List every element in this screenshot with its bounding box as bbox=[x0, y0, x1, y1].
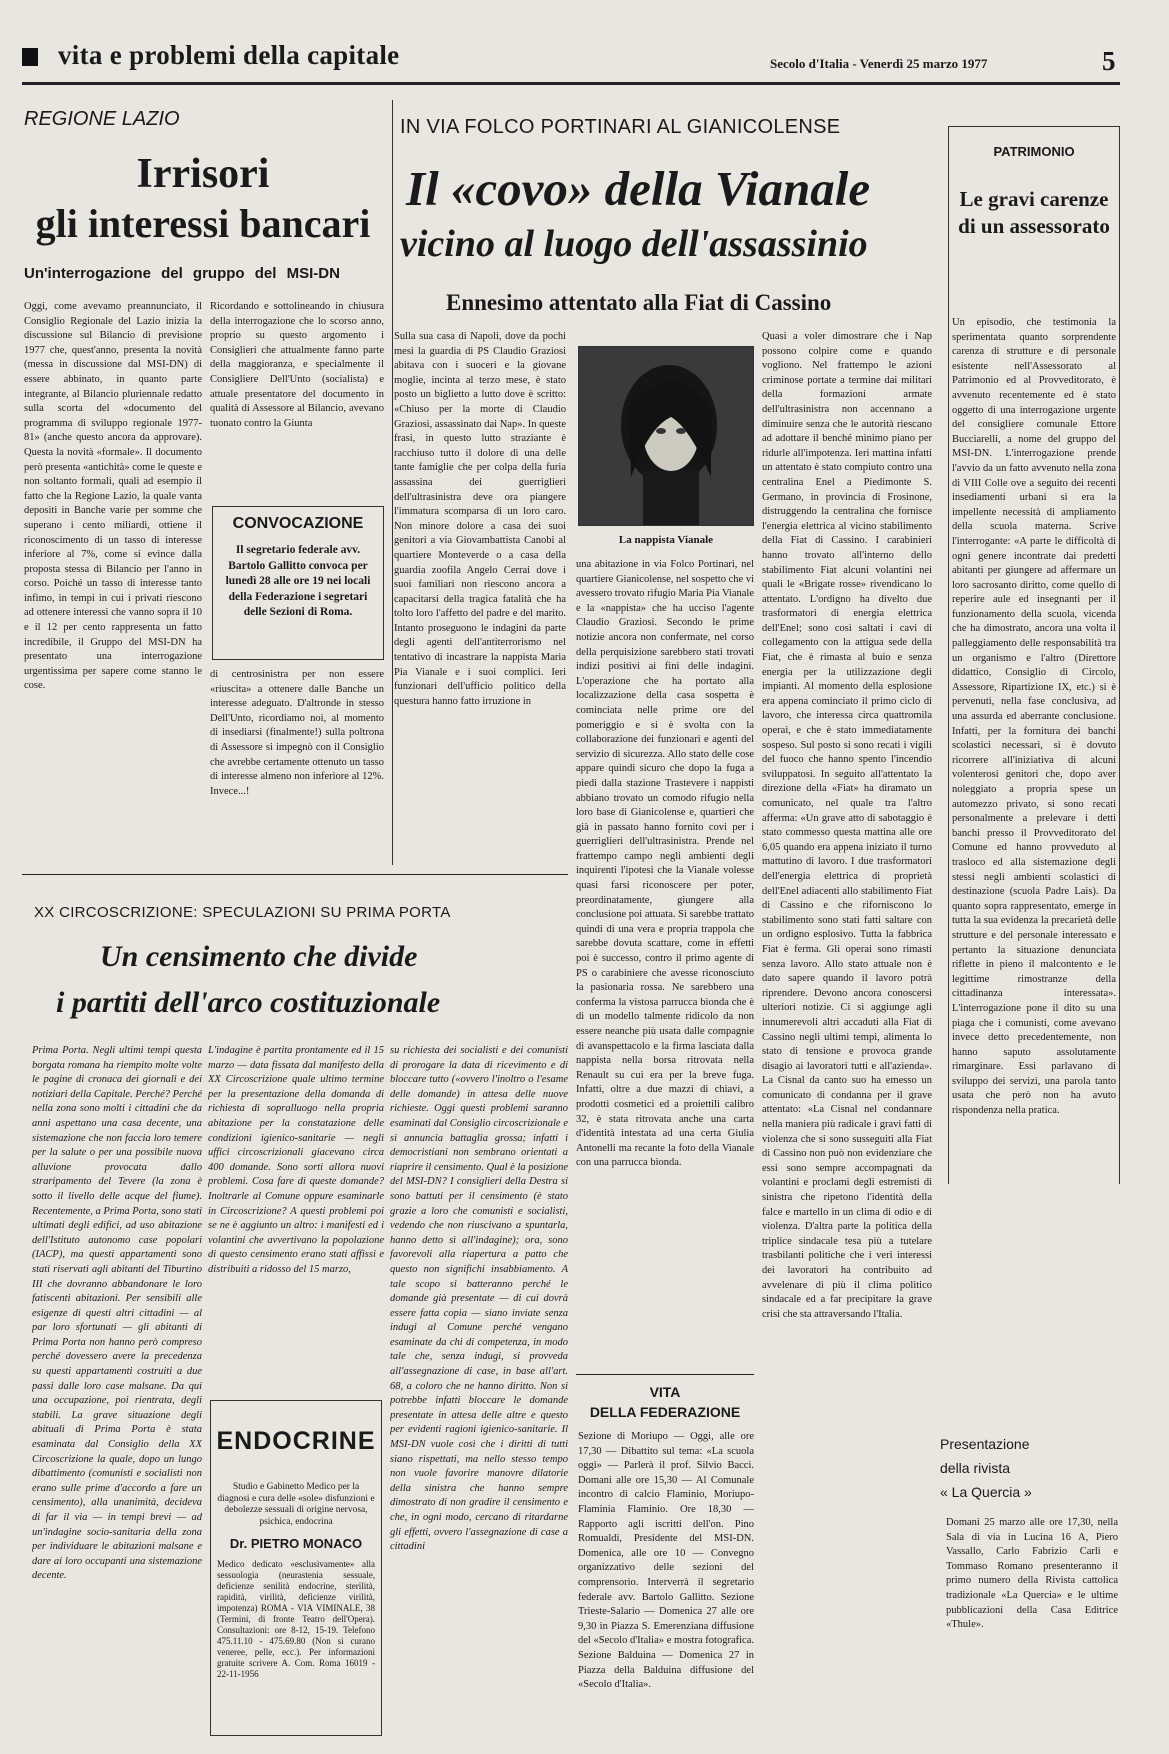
presentazione-title-1: Presentazione bbox=[940, 1436, 1030, 1452]
article-body-col1: Oggi, come avevamo preannunciato, il Consiglio Regionale del Lazio inizia la discussione sul Bilancio di previsione 1977 che, quest'anno, presenta la novità (messa in discussione dal MSI-DN) di essere abbinato, in quanto parte integrante, al Bilancio pluriennale redatto sulla scorta del «documento del programma di sviluppo regionale 1977-81» (anche questo ancora da approvare). Questa la novità «formale». Il documento però presenta «antichità» come le queste e non soltanto formali, quali ad esempio il fatto che la Regione Lazio, la quale vanta depositi in Banche varie per somme che superano i cento miliardi, ottiene il riconoscimento di un tasso di interesse inferiore al 7%, come si evince dalla proposta stessa di Bilancio per l'anno in corso. Poiché un tasso di interesse tanto infimo, in tempi in cui i privati riescono ad ottenere interessi che vanno sopra il 10 e il 12 per cento rappresenta un fatto incredibile, il Gruppo del MSI-DN ha presentato una interrogazione urgentissima per sapere come stanno le cose. bbox=[24, 301, 202, 692]
federazione-body: Sezione di Moriupo — Oggi, alle ore 17,30 — Dibattito sul tema: «La scuola oggi» — Parlerà il prof. Silvio Bacci. Domani alle ore 15,30 — Al Comunale incontro di calcio Flaminio, Moriupo-Flaminia Flaminio. Ore 18,30 — Rapporto agli iscritti dell'on. Pino Romualdi, Presidente del MSI-DN. Domenica, alle ore 10 — Convegno organizzativo delle sezioni del comprensorio. Interverrà il segretario federale avv. Bartolo Gallitto. Sezione Trieste-Salario — Domenica 27 alle ore 9,30 in Piazza S. Emerenziana diffusione del «Secolo d'Italia» e mostra fotografica. Sezione Balduina — Domenica 27 in Piazza della Balduina diffusione del «Secolo d'Italia». bbox=[578, 1431, 754, 1691]
page-number: 5 bbox=[1102, 46, 1116, 76]
article-subtitle: Un'interrogazione del gruppo del MSI-DN bbox=[24, 265, 340, 282]
covo-deck: Ennesimo attentato alla Fiat di Cassino bbox=[446, 290, 832, 315]
dateline: Secolo d'Italia - Venerdì 25 marzo 1977 bbox=[770, 56, 988, 71]
censimento-kicker: XX CIRCOSCRIZIONE: SPECULAZIONI SU PRIMA PORTA bbox=[34, 904, 451, 921]
article-title-line2: gli interessi bancari bbox=[35, 201, 371, 246]
censimento-rule bbox=[22, 874, 568, 875]
covo-body-col1: Sulla sua casa di Napoli, dove da pochi mesi la guardia di PS Claudio Graziosi abitava con i suoceri e la giovane moglie, incinta al terzo mese, è stato posto un biglietto a lutto dove è scritto: «Chiuso per la morte di Claudio Graziosi, assassinato dai Nap». In queste frasi, in questo lutto straziante è racchiuso tutto il dolore di una delle tante famiglie che per colpa della furia assassina dei guerriglieri dell'ultrasinistra deve ora piangere l'immatura scomparsa di un loro caro. Non minore dolore a casa dei suoi genitori a via Giovambattista Canobi al quartiere Monteverde o a casa della guardia zoofila Angelo Cerrai dove i suoi familiari non riescono ancora a capacitarsi della tragica fatalità che ha tolto loro l'affetto del padre e del marito. Intanto proseguono le indagini da parte degli agenti dell'antiterrorismo nel tentativo di incastrare la nappista Maria Pia Vianale e i suoi complici. Ieri funzionari dell'ufficio politico della questura hanno fatto irruzione in bbox=[394, 331, 566, 707]
masthead-icon bbox=[22, 48, 38, 66]
presentazione-title-2: della rivista bbox=[940, 1460, 1011, 1476]
covo-title: Il «covo» della Vianale bbox=[406, 161, 871, 216]
article-body-col2a: Ricordando e sottolineando in chiusura della interrogazione che lo scorso anno, proprio su questo argomento i Consiglieri che attualmente fanno parte della maggioranza, e specialmente il Consigliere Dell'Unto (socialista) e attuale presentatore del documento in qualità di Assessore al Bilancio, avevano tuonato contro la Giunta bbox=[210, 301, 384, 429]
section-header: vita e problemi della capitale bbox=[58, 40, 400, 70]
convocazione-text: Il segretario federale avv. Bartolo Gallitto convoca per lunedì 28 alle ore 19 nei locali della Federazione i segretari delle Sezioni di Roma. bbox=[225, 544, 371, 618]
convocazione-title: CONVOCAZIONE bbox=[232, 515, 364, 532]
presentazione-title-3: « La Quercia » bbox=[940, 1484, 1032, 1500]
article-body-col2b: di centrosinistra per non essere «riuscita» a ottenere dalle Banche un interesse adeguato. D'altronde in stesso Dell'Unto, ricordiamo noi, al momento di insediarsi (finalmente!) sulla poltrona di Assessore si impegnò con il Consiglio che avrebbe certamente ottenuto un tasso di interesse almeno non inferiore al 12%. Invece...! bbox=[210, 669, 384, 797]
column-rule bbox=[392, 100, 393, 865]
ad-endocrine bbox=[210, 1400, 382, 1736]
covo-kicker: IN VIA FOLCO PORTINARI AL GIANICOLENSE bbox=[400, 116, 841, 138]
federazione-title-1: VITA bbox=[649, 1384, 681, 1400]
convocazione-box bbox=[212, 506, 384, 660]
covo-body-col2: una abitazione in via Folco Portinari, nel quartiere Gianicolense, nel sospetto che vi avessero trovato rifugio Maria Pia Vianale e la «nappista» che ha ucciso l'agente Claudio Graziosi. Secondo le prime notizie ancora non confermate, nel corso della perquisizione sarebbero stati trovati indizi positivi ai fini delle indagini. L'operazione che ha portato alla localizzazione della casa sospetta è cominciata nelle prime ore del pomeriggio e si è svolta con la collaborazione dei funzionari e agenti del servizio di sicurezza. Allo stato delle cose appare quindi sicuro che dopo la fuga a piedi dalla stazione Trastevere i nappisti abbiano trovato un comodo rifugio nella loro base di Gianicolense e, quartieri che già in passato hanno fornito covi per i guerriglieri dell'ultrasinistra. Prende nel frattempo campo negli ambienti degli inquirenti l'ipotesi che la Vianale volesse quasi farsi riconoscere per poter, preordinatamente, giungere alla conclusione poi attuata. Si sarebbe trattato quindi di una vera e propria trappola che sarebbe dovuta scattare, come in effetti poi è successo, contro il primo agente di PS o carabiniere che avesse riconosciuto la pasionaria rossa. Ne sarebbero una conferma la vistosa parrucca bionda che è di un modello talmente ridicolo da non essere neanche più usata dalle compagnie di avanspettacolo e la firma lasciata dalla nappista nella borsa ritrovata nella Renault su cui era per la breve fuga. Infatti, oltre a due mazzi di chiavi, a prodotti cosmetici ed a proiettili calibro 32, è stata ritrovata anche una carta d'identità intestata ad una certa Giulia Antonelli ma recante la foto della Vianale con una parrucca bionda. bbox=[576, 559, 754, 1169]
censimento-title-2: i partiti dell'arco costituzionale bbox=[56, 986, 441, 1019]
censimento-body-col1: Prima Porta. Negli ultimi tempi questa borgata romana ha riempito molte volte le pagine di cronaca dei giornali e dei notiziari della Capitale. Perché? Perché nella zona sono molti i cittadini che da anni aspettano una casa decente, una sistemazione che non faccia loro temere per la salute o per una possibile nuova alluvione provocata dallo straripamento del Tevere (la zona è sotto il livello delle acque del fiume). Recentemente, a Prima Porta, sono stati ultimati degli edifici, ad uso abitazione dell'Istituto autonomo case popolari (IACP), ma questi appartamenti sono stati riservati agli abitanti del Tiburtino III che dovranno abbandonare le loro fatiscenti abitazioni. Per sensibili alle esigenze di questi altri cittadini — al par loro sfortunati — gli abitanti di Prima Porta non hanno però compreso perché dovessero avere la precedenza su questi appartamenti costruiti a due passi dalle loro case malsane. Da qui una occupazione, poi rientrata, degli stabili. La grave situazione degli abituali di Prima Porta è stata esaminata dal Consiglio della XX Circoscrizione la quale, dopo un lungo dibattimento (comunisti e socialisti non erano sulle prime d'accordo a fare un censimento), alla unanimità, decideva di far il via — in tempi brevi — ad un'indagine socio-sanitaria della zona per individuare le abitazioni malsane e dare ai loro occupanti una sistemazione decente. bbox=[32, 1045, 202, 1582]
photo-vianale bbox=[578, 346, 754, 526]
sidebar-body: Un episodio, che testimonia la sperimentata quanto sorprendente carenza di strutture e di personale esistente nell'Assessorato al Patrimonio ed al Provveditorato, è avvenuto recentemente ed è stato oggetto di una interrogazione urgente del consigliere comunale Ettore Bucciarelli, a nome del gruppo del MSI-DN. L'interrogazione prende l'avvio da un fatto avvenuto nella zona di VIII Colle ove a seguito dei recenti insediamenti urbani si era la impellente necessità di ampliamento della scuola materna. Scrive l'interrogante: «A parte le difficoltà di ogni genere incontrate dai predetti abitanti per giungere ad affermare un loro sacrosanto diritto, come quello di reperire aule ed insegnanti per il funzionamento della scuola, vicenda che ha dimostrato, ancora una volta il palleggiamento delle responsabilità tra un organismo e l'altro (Direttore didattico, Consiglio di Circolo, Assessore, Ripartizione IX, etc.) si è pervenuti, nella fase conclusiva, ad una assurda ed aberrante conclusione. Infatti, per la fornitura dei banchi scolastici necessari, si è dovuto ricorrere all'iniziativa di alcuni volenterosi genitori che, dopo aver noleggiato a propria spese un automezzo privato, si sono recati personalmente a prelevare i detti banchi presso il Provveditorato del Comune ed hanno provveduto al trasloco ed alla sistemazione degli stessi negli ambienti scolastici di destinazione (scuola Padre Lais). Da quanto sopra rappresentato, emerge in tutta la sua evidenza la precarietà delle strutture e del personale interessato e pertanto la situazione denunciata riflette in pieno il malcontento e le legittime rimostranze della cittadinanza interessata». L'interrogazione pone il dito su una piaga che i comunisti, come avevano invece detto precedentemente, non hanno saputo assolutamente rimarginare. Essi parlavano di sviluppo dei servizi, una parola tanto usata che però non ha avuto rispondenza nella pratica. bbox=[952, 317, 1116, 1117]
sidebar-title: Le gravi carenze di un assessorato bbox=[958, 187, 1110, 238]
portrait-image-icon bbox=[579, 347, 754, 526]
header-rule bbox=[22, 82, 1120, 85]
presentazione-body: Domani 25 marzo alle ore 17,30, nella Sala di via in Lucina 16 A, Piero Vassallo, Carlo Fabrizio Carli e Tommaso Romano presenteranno il primo numero della Rivista cattolica tradizionale «La Quercia» e le ultime pubblicazioni della Casa Editrice «Thule». bbox=[946, 1517, 1118, 1631]
ad-doctor: Dr. PIETRO MONACO bbox=[229, 1536, 363, 1551]
sidebar-kicker: PATRIMONIO bbox=[993, 144, 1075, 159]
article-kicker: REGIONE LAZIO bbox=[24, 108, 180, 130]
photo-caption: La nappista Vianale bbox=[618, 534, 714, 546]
covo-body-col3: Quasi a voler dimostrare che i Nap possono colpire come e quando vogliono. Nel frattempo le azioni criminose portate a termine dai militari della formazioni armate dell'ultrasinistra non accennano a diminuire senza che le autorità riescano ad adottare il benché minimo piano per ridurle all'impotenza. Ieri mattina infatti un attentato è stato compiuto contro una centralina Enel a Piedimonte S. Germano, in provincia di Frosinone, distruggendo la centralina che fornisce l'energia elettrica al vicino stabilimento della Fiat di Cassino. I carabinieri hanno trovato all'interno dello stabilimento Fiat alcuni volantini nei quali le «Brigate rosse» rivendicano lo attentato. L'ordigno ha divelto due trasformatori di energia elettrica dell'Enel; sono così saltati i cavi di collegamento con la attigua sede della Fiat, che è rimasta al buio e senza energia per la utilizzazione degli impianti. Al momento della esplosione era appena cominciato il primo ciclo di lavoro, che interessa circa quattromila operai, e che è stato immediatamente sospeso. Sul posto si sono recati i vigili del fuoco che hanno spento l'incendio sviluppatosi. In seguito all'attentato la direzione della «Fiat» ha diramato un comunicato, nel quale tra l'altro afferma: «Un grave atto di sabotaggio è stato commesso questa mattina alle ore 6,05 quando era appena iniziato il turno mattutino di lavoro. I due trasformatori dell'energia elettrica di proprietà dell'Enel adiacenti allo stabilimento Fiat di Cassino e che riforniscono lo stabilimento sono stati fatti saltare con un ordigno esplosivo. Tutta la fabbrica Fiat è ferma. Gli operai sono rimasti senza lavoro. Allo stato attuale non è dato sapere quando il lavoro potrà riprendere. Devono ancora conoscersi ulteriori notizie. Ci si aggiunge agli innumerevoli altri accaduti alla Fiat di Cassino negli ultimi tempi, alimenta lo stato di tensione e provoca grande disagio ai lavoratori tutti e all'azienda». La Cisnal da canto suo ha emesso un comunicato di condanna per il grave attentato: «La Cisnal nel condannare nella maniera più radicale i gravi fatti di violenza che si sono susseguiti alla Fiat di Cassino non può non evidenziare che essi sono sempre accompagnati da volantini e proclami degli estremisti di sinistra che ripetono l'identità della falce e martello in un clima di odio e di violenza. D'altra parte la politica della triplice sindacale tesa più a tutelare trasbilanti politiche che i veri interessi dei lavoratori ha contribuito ad avvelenare di più il clima politico sindacale ed a far precipitare la grave crisi che sta attraversando l'Italia. bbox=[762, 331, 932, 1320]
censimento-title-1: Un censimento che divide bbox=[100, 940, 418, 973]
censimento-body-col3: su richiesta dei socialisti e dei comunisti di prorogare la data di ricevimento e di bloccare tutto («ovvero l'inoltro o l'esame delle domande) in attesa delle nuove richieste. Oggi questi problemi saranno esaminati dal Consiglio circoscrizionale e si annuncia battaglia grossa; infatti i democristiani non sembrano orientati a riaprire il censimento. Qual è la posizione del MSI-DN? I consiglieri della Destra si sono battuti per il censimento (è stato grazie a loro che comunisti e socialisti, vedendo che non riuscivano a spuntarla, hanno detto sì all'indagine); ora, sono favorevoli alla riapertura a patto che questo non significhi insabbiamento. A tale scopo si batteranno perché le domande già presentate — di cui dovrà essere fatta copia — siano inviate senza indugi al Comune perché vengano esaminate da chi di competenza, in modo tale che, senza indugi, si provveda all'assegnazione di case, in base all'art. 68, a coloro che ne hanno diritto. Non si potrebbe infatti bloccare le domande presentate in attesa delle altre e questo per evidenti ragioni igienico-sanitarie. Il MSI-DN vuole così che i diritti di tutti siano rispettati, ma nello stesso tempo non vuole favorire manovre dilatorie della sinistra che hanno sempre dimostrato di non gradire il censimento e che, in ogni modo, cercano di ritardarne gli effetti, ovvero l'assegnazione di case a cittadini bbox=[390, 1045, 568, 1553]
federazione-title-2: DELLA FEDERAZIONE bbox=[589, 1404, 741, 1420]
ad-brand: ENDOCRINE bbox=[216, 1427, 376, 1455]
censimento-body-col2: L'indagine è partita prontamente ed il 15 marzo — data fissata dal manifesto della XX Circoscrizione quale ultimo termine per la presentazione della domanda di richiesta di sopralluogo nella propria abitazione per la constatazione delle condizioni igienico-sanitarie — negli uffici circoscrizionali giacevano circa 400 domande. Sono sorti allora nuovi problemi. Cosa fare di queste domande? Inoltrarle al Comune oppure esaminarle in Circoscrizione? A questi problemi poi se ne è aggiunto un altro: i manifesti ed i volantini che avvertivano la popolazione di questo censimento erano stati affissi e distribuiti a ridosso del 15 marzo, bbox=[208, 1045, 384, 1275]
covo-subtitle: vicino al luogo dell'assassinio bbox=[400, 223, 868, 265]
ad-body: Medico dedicato «esclusivamente» alla sessuologia (neurastenia sessuale, deficienze senilità endocrine, sterilità, rapidità, virilità, deficienze virilità, impotenza) ROMA - VIA VIMINALE, 38 (Termini, di fronte Teatro dell'Opera). Consultazioni: ore 8-12, 15-19. Telefono 475.11.10 - 475.69.80 (Non si curano veneree, pelle, ecc.). Per informazioni gratuite scrivere A. Com. Roma 16019 - 22-11-1956 bbox=[217, 1559, 375, 1679]
article-title-line1: Irrisori bbox=[136, 151, 270, 197]
federazione-rule bbox=[576, 1374, 754, 1375]
ad-intro: Studio e Gabinetto Medico per la diagnosi e cura delle «sole» disfunzioni e debolezze sessuali di origine nervosa, psichica, endocrina bbox=[217, 1482, 375, 1527]
